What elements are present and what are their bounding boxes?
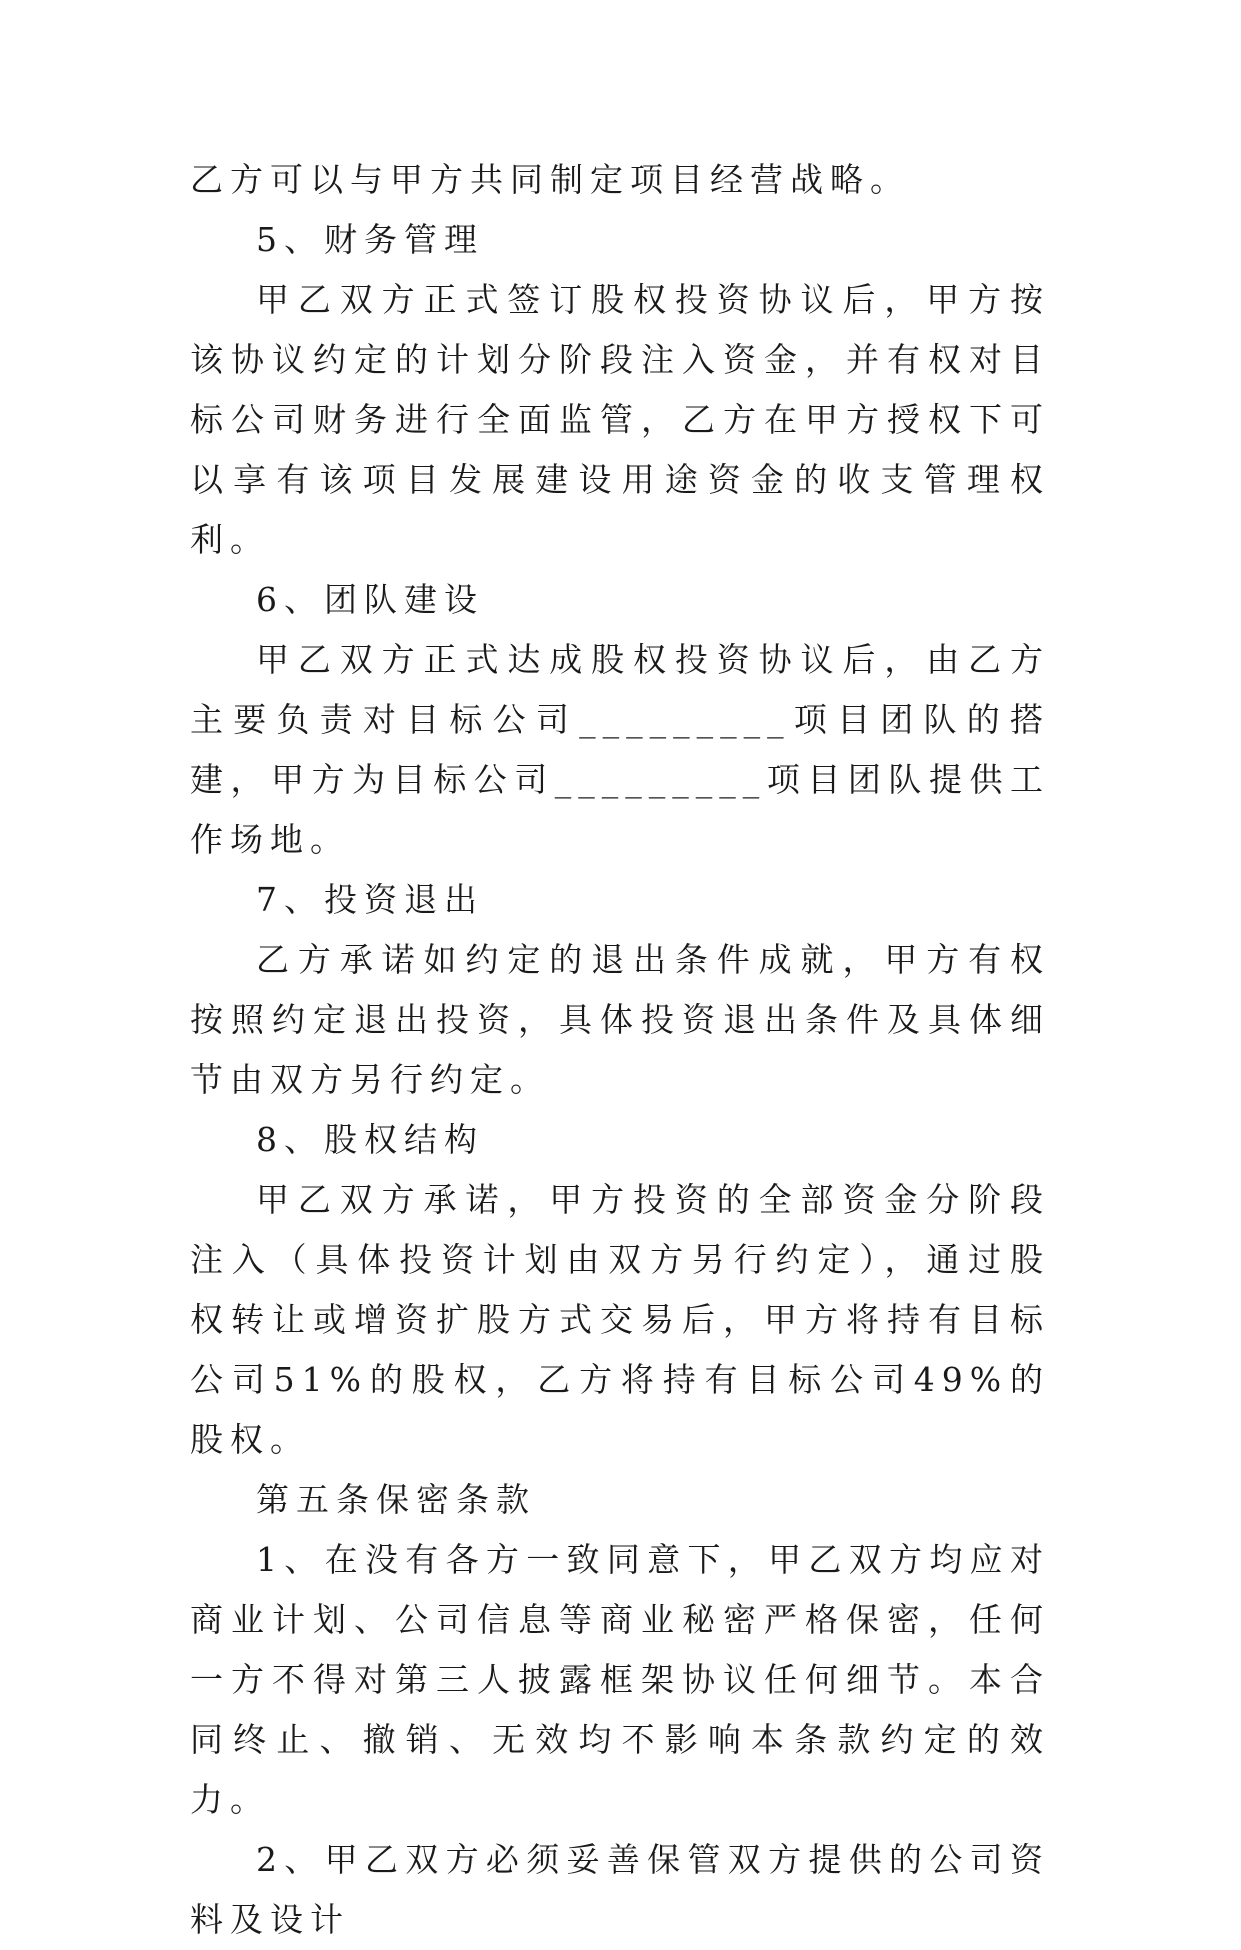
paragraph: 甲乙双方承诺，甲方投资的全部资金分阶段注入（具体投资计划由双方另行约定），通过股权转让或增资扩股方式交易后，甲方将持有目标公司51%的股权，乙方将持有目标公司49%的股权。 bbox=[190, 1180, 1050, 1459]
section-heading-finance: 5、财务管理 bbox=[256, 220, 484, 259]
paragraph: 乙方可以与甲方共同制定项目经营战略。 bbox=[190, 160, 910, 199]
section-heading-equity: 8、股权结构 bbox=[256, 1120, 484, 1159]
paragraph: 乙方承诺如约定的退出条件成就，甲方有权按照约定退出投资，具体投资退出条件及具体细节由双方另行约定。 bbox=[190, 940, 1050, 1099]
section-heading-exit: 7、投资退出 bbox=[256, 880, 484, 919]
paragraph: 1、在没有各方一致同意下，甲乙双方均应对商业计划、公司信息等商业秘密严格保密，任何一方不得对第三人披露框架协议任何细节。本合同终止、撤销、无效均不影响本条款约定的效力。 bbox=[190, 1540, 1050, 1819]
section-heading-team: 6、团队建设 bbox=[256, 580, 484, 619]
article-heading-confidentiality: 第五条保密条款 bbox=[256, 1480, 536, 1519]
paragraph: 甲乙双方正式达成股权投资协议后，由乙方主要负责对目标公司_________项目团队的搭建，甲方为目标公司_________项目团队提供工作场地。 bbox=[190, 640, 1050, 859]
paragraph: 2、甲乙双方必须妥善保管双方提供的公司资料及设计 bbox=[190, 1840, 1050, 1939]
document-body bbox=[190, 150, 1050, 1950]
paragraph: 甲乙双方正式签订股权投资协议后，甲方按该协议约定的计划分阶段注入资金，并有权对目标公司财务进行全面监管，乙方在甲方授权下可以享有该项目发展建设用途资金的收支管理权利。 bbox=[190, 280, 1050, 559]
